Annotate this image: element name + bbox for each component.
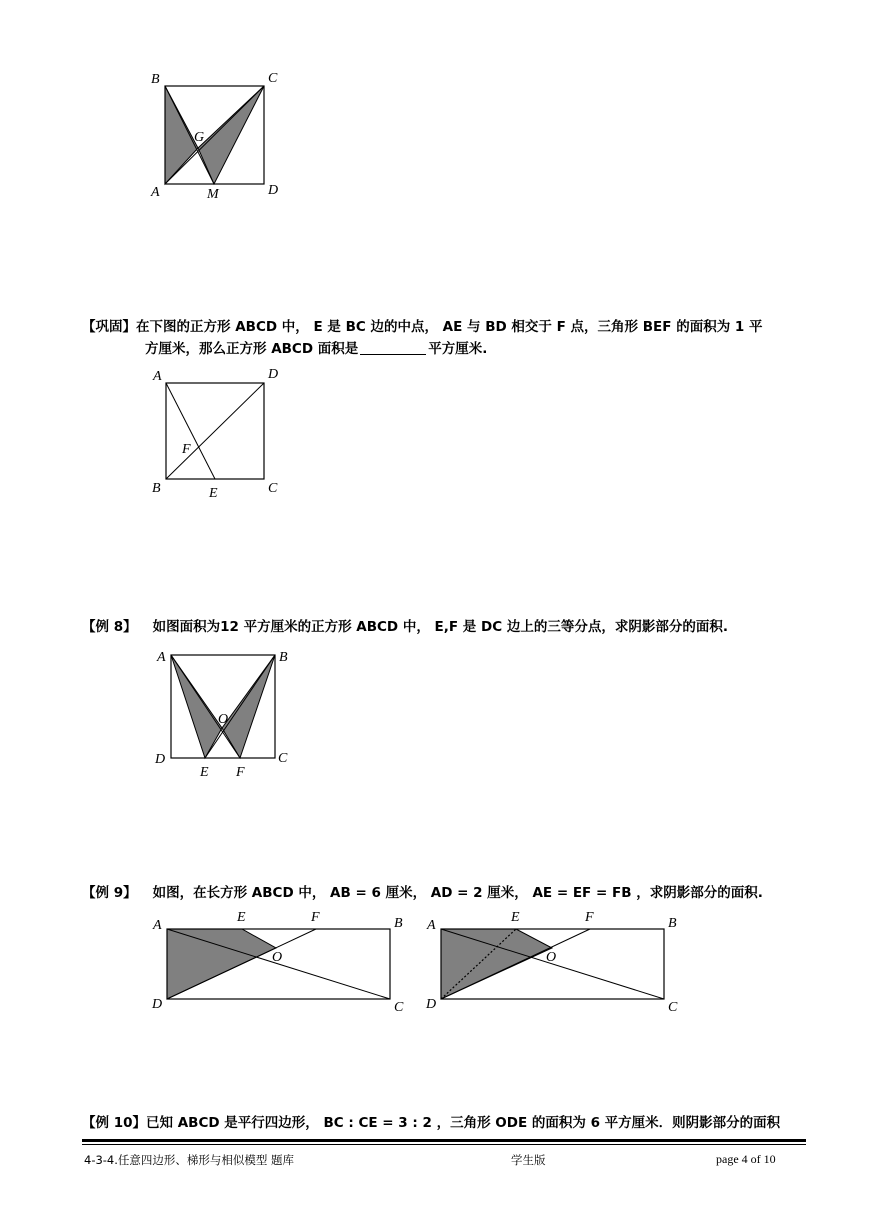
label-d: D xyxy=(268,367,279,382)
footer-center: 学生版 xyxy=(511,1153,546,1167)
label-e: E xyxy=(200,765,209,780)
label-g: G xyxy=(194,130,205,145)
problem-tag: 【巩固】 xyxy=(82,319,136,335)
footer-rule-thin xyxy=(82,1144,806,1145)
label-f: F xyxy=(311,910,320,925)
label-f: F xyxy=(182,442,191,457)
label-c: C xyxy=(668,1000,678,1015)
label-e: E xyxy=(511,910,520,925)
label-b: B xyxy=(152,481,161,496)
label-b: B xyxy=(668,916,677,931)
shaded-quadrilateral xyxy=(441,929,552,999)
label-o: O xyxy=(546,950,557,965)
problem-line2b: 平方厘米. xyxy=(428,341,488,357)
label-c: C xyxy=(278,751,288,766)
label-m: M xyxy=(207,187,219,202)
label-f: F xyxy=(585,910,594,925)
label-b: B xyxy=(279,650,288,665)
label-e: E xyxy=(237,910,246,925)
label-a: A xyxy=(157,650,166,665)
label-a: A xyxy=(153,918,162,933)
label-o: O xyxy=(272,950,283,965)
footer-rule-thick xyxy=(82,1139,806,1142)
label-d: D xyxy=(268,183,279,198)
label-e: E xyxy=(209,486,218,501)
problem-text: 如图面积为12 平方厘米的正方形 ABCD 中， E,F 是 DC 边上的三等分点，求阴影部分的面积. xyxy=(152,619,728,635)
footer-left: 4-3-4.任意四边形、梯形与相似模型 题库 xyxy=(84,1153,295,1167)
label-a: A xyxy=(151,185,160,200)
problem-tag: 【例 10】 xyxy=(82,1115,146,1131)
label-c: C xyxy=(268,71,278,86)
problem-line1: 在下图的正方形 ABCD 中， E 是 BC 边的中点， AE 与 BD 相交于 F 点，三角形 BEF 的面积为 1 平 xyxy=(136,319,763,335)
label-o: O xyxy=(218,712,229,727)
problem-line2a: 方厘米，那么正方形 ABCD 面积是 xyxy=(145,341,359,357)
problem-text: 已知 ABCD 是平行四边形， BC : CE = 3 : 2 ，三角形 ODE 的面积为 6 平方厘米．则阴影部分的面积 xyxy=(146,1115,781,1131)
label-b: B xyxy=(151,72,160,87)
label-c: C xyxy=(268,481,278,496)
label-d: D xyxy=(152,997,163,1012)
label-f: F xyxy=(236,765,245,780)
label-a: A xyxy=(153,369,162,384)
label-b: B xyxy=(394,916,403,931)
footer-page-number: page 4 of 10 xyxy=(716,1152,776,1166)
problem-10 xyxy=(82,1112,780,1134)
label-d: D xyxy=(155,752,166,767)
problem-text: 如图，在长方形 ABCD 中， AB = 6 厘米， AD = 2 厘米， AE = EF = FB ，求阴影部分的面积. xyxy=(152,885,763,901)
problem-tag: 【例 8】 xyxy=(82,619,137,635)
label-c: C xyxy=(394,1000,404,1015)
label-a: A xyxy=(427,918,436,933)
problem-tag: 【例 9】 xyxy=(82,885,137,901)
label-d: D xyxy=(426,997,437,1012)
